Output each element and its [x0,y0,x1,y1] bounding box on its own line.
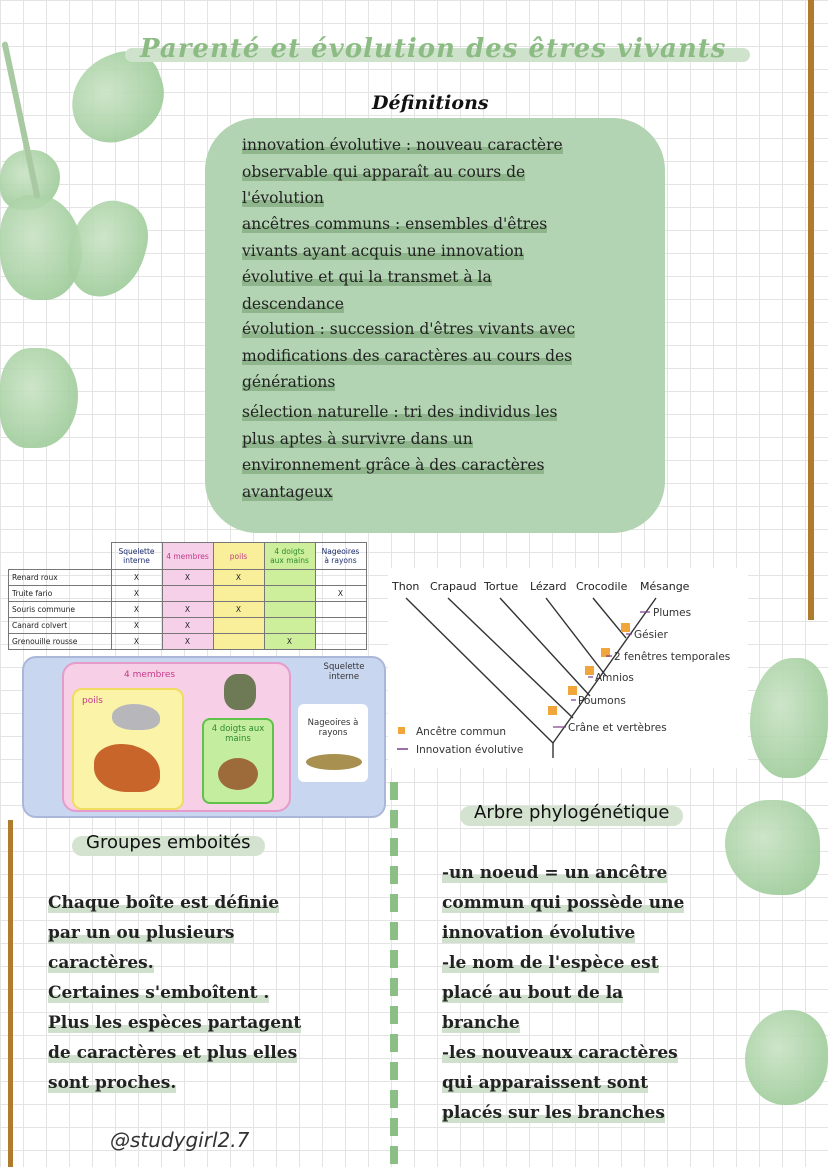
table-cell: X [213,570,264,586]
innovation-label: Crâne et vertèbres [568,722,667,734]
column-header: Squelette interne [111,543,162,570]
table-cell [264,618,315,634]
tree-text [442,858,772,1128]
definition-line: évolution : succession d'êtres vivants avec [242,320,576,338]
text-line: Certaines s'emboîtent . [48,983,270,1003]
table-cell [315,634,366,650]
table-cell [264,602,315,618]
trout-image [306,754,362,770]
table-cell: X [162,602,213,618]
fox-image [94,744,160,792]
definition-line: l'évolution [242,189,324,207]
four-limbs-group [62,662,291,812]
definition-line: observable qui apparaît au cours de [242,162,526,181]
tree-heading-text: Arbre phylogénétique [474,802,670,823]
table-cell: X [162,570,213,586]
innovation-label: 2 fenêtres temporales [614,651,731,663]
page-title: Parenté et évolution des êtres vivants [140,34,727,64]
four-fingers-group [202,718,274,804]
definition-ancestors [242,211,642,317]
definition-line: descendance [242,294,344,313]
mouse-image [112,704,160,730]
text-line: -le nom de l'espèce est [442,953,659,973]
text-line: caractères. [48,953,154,973]
groups-heading-text: Groupes emboités [86,832,251,853]
definition-line: sélection naturelle : tri des individus les [242,403,558,421]
species-cell: Grenouille rousse [9,634,112,650]
table-cell [213,634,264,650]
text-line: Plus les espèces partagent [48,1013,302,1033]
hair-label: poils [82,696,103,706]
innovation-label: Amnios [595,672,634,684]
ancestor-node [621,623,630,632]
definitions-heading: Définitions [372,92,489,114]
innovation-label: Plumes [653,607,692,619]
species-label: Tortue [484,580,519,593]
table-corner [9,543,112,570]
traits-table [8,542,367,650]
legend-ancestor-swatch [398,727,405,734]
column-header: poils [213,543,264,570]
table-cell: X [162,634,213,650]
author-signature: @studygirl2.7 [110,1128,250,1152]
table-row [9,634,367,650]
table-cell: X [315,586,366,602]
hair-group [72,688,184,810]
leaf-decoration [59,192,157,306]
definition-line: avantageux [242,482,333,501]
table-cell [213,586,264,602]
definition-line: évolutive et qui la transmet à la [242,268,492,286]
table-cell: X [111,618,162,634]
table-cell [264,586,315,602]
fins-group [298,704,368,782]
species-label: Thon [392,580,420,593]
table-cell [264,570,315,586]
innovation-label: Poumons [578,695,626,707]
text-line: Chaque boîte est définie [48,893,280,913]
tree-branch [406,598,553,743]
column-header: 4 membres [162,543,213,570]
text-line: sont proches. [48,1073,177,1093]
table-row [9,570,367,586]
phylogenetic-tree [388,568,748,768]
fins-label: Nageoires à rayons [307,718,359,738]
nested-groups-diagram [22,656,386,818]
text-line: placés sur les branches [442,1103,665,1123]
four-fingers-label: 4 doigts aux mains [211,724,265,744]
table-row [9,602,367,618]
definition-line: générations [242,373,336,391]
species-label: Lézard [530,580,567,593]
ancestor-node [548,706,557,715]
table-cell: X [213,602,264,618]
table-row [9,618,367,634]
text-line: commun qui possède une [442,893,685,913]
species-cell: Canard colvert [9,618,112,634]
table-row [9,586,367,602]
tree-branch [500,598,590,696]
innovation-label: Gésier [634,629,668,641]
definition-line: ancêtres communs : ensembles d'êtres [242,215,548,233]
groups-heading [86,832,251,853]
table-cell: X [111,570,162,586]
species-cell: Souris commune [9,602,112,618]
column-divider [390,782,398,1167]
legend-ancestor: Ancêtre commun [416,726,507,738]
pencil-decoration [808,0,814,620]
outer-group-label: Squelette interne [323,662,365,682]
text-line: par un ou plusieurs [48,923,235,943]
table-cell [162,586,213,602]
text-line: placé au bout de la [442,983,624,1003]
text-line: -les nouveaux caractères [442,1043,678,1063]
definition-selection [242,399,642,505]
table-cell [315,618,366,634]
definition-line: vivants ayant acquis une innovation [242,241,524,260]
four-limbs-label: 4 membres [124,670,176,680]
table-cell: X [111,586,162,602]
column-header: Nageoires à rayons [315,543,366,570]
ancestor-node [585,666,594,675]
definition-line: plus aptes à survivre dans un [242,429,473,448]
duck-image [224,674,256,710]
table-cell [315,570,366,586]
pencil-decoration [8,820,13,1167]
table-cell: X [162,618,213,634]
species-label: Mésange [640,580,690,593]
definition-line: innovation évolutive : nouveau caractère [242,136,563,154]
definition-line: modifications des caractères au cours des [242,346,573,365]
table-cell: X [111,634,162,650]
legend-innovation: Innovation évolutive [416,744,524,756]
column-header: 4 doigts aux mains [264,543,315,570]
text-line: branche [442,1013,520,1033]
table-cell [315,602,366,618]
table-cell: X [264,634,315,650]
text-line: qui apparaissent sont [442,1073,649,1093]
text-line: de caractères et plus elles [48,1043,298,1063]
species-cell: Truite fario [9,586,112,602]
text-line: innovation évolutive [442,923,636,943]
definition-innovation [242,132,642,212]
ancestor-node [568,686,577,695]
species-label: Crapaud [430,580,477,593]
frog-image [218,758,258,790]
table-cell: X [111,602,162,618]
tree-heading [474,802,669,823]
text-line: -un noeud = un ancêtre [442,863,668,883]
leaf-decoration [0,348,78,448]
tree-branch [546,598,606,676]
definition-evolution [242,316,642,396]
definition-line: environnement grâce à des caractères [242,456,545,474]
species-label: Crocodile [576,580,628,593]
leaf-decoration [750,658,828,778]
table-cell [213,618,264,634]
groups-text [48,888,378,1098]
tree-svg [388,568,748,768]
species-cell: Renard roux [9,570,112,586]
